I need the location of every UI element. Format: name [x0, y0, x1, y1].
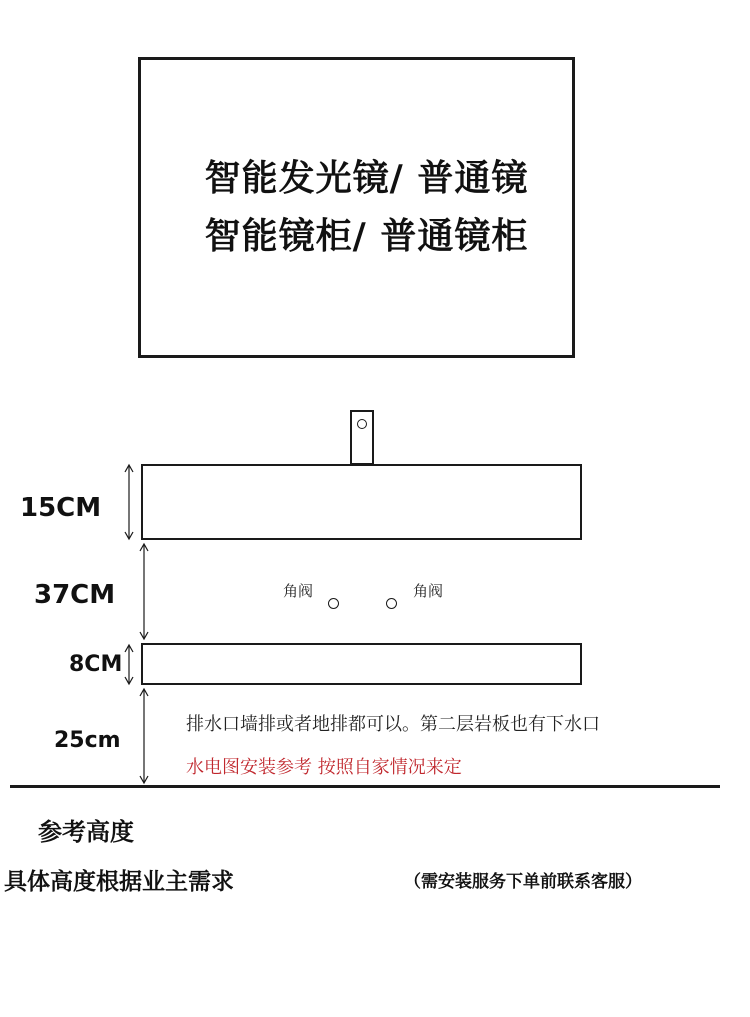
reference-height-title: 参考高度	[38, 818, 134, 846]
dim-label-counter: 15CM	[20, 493, 102, 523]
dim-label-floor: 25cm	[54, 728, 121, 753]
valve-label-right: 角阀	[413, 582, 444, 600]
drain-note: 排水口墙排或者地排都可以。第二层岩板也有下水口	[186, 714, 600, 735]
angle-valve-right	[386, 598, 397, 609]
height-requirement-text: 具体高度根据业主需求	[4, 869, 234, 895]
service-contact-text: （需安装服务下单前联系客服）	[404, 872, 642, 892]
valve-label-left: 角阀	[283, 582, 314, 600]
reference-note: 水电图安装参考 按照自家情况来定	[186, 757, 462, 778]
angle-valve-left	[328, 598, 339, 609]
dim-label-shelf: 8CM	[69, 652, 123, 677]
mirror-title-line2: 智能镜柜/ 普通镜柜	[204, 216, 529, 257]
dim-label-gap: 37CM	[34, 580, 116, 610]
mirror-title-line1: 智能发光镜/ 普通镜	[204, 158, 529, 199]
